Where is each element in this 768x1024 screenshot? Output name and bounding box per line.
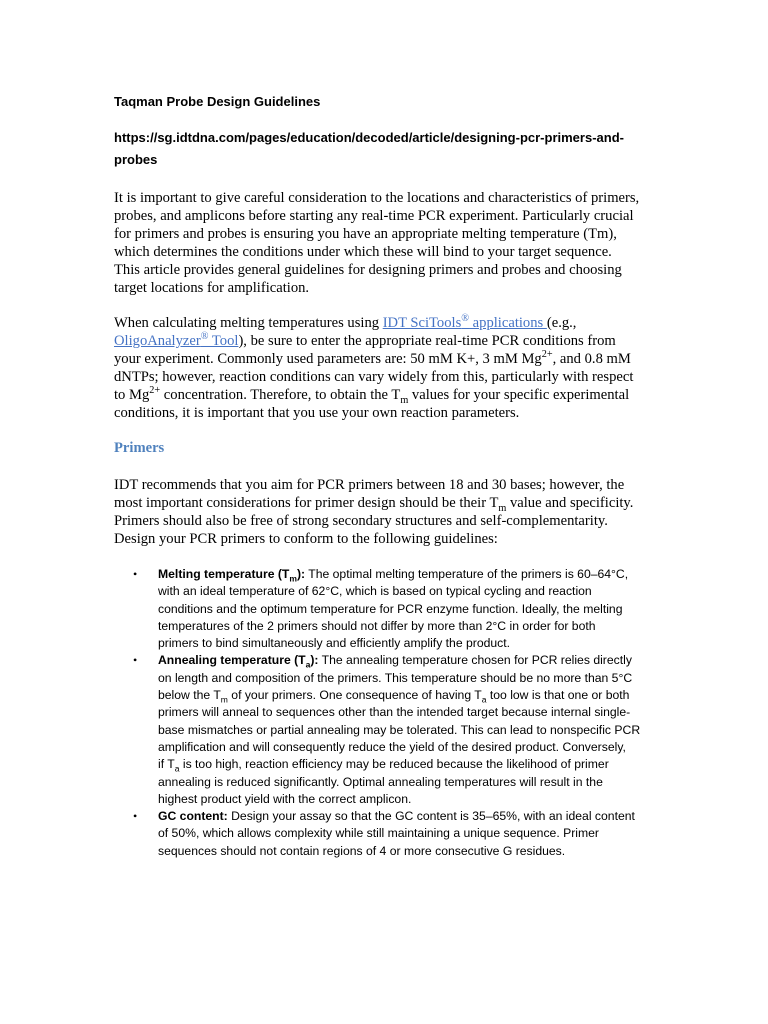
bullet-marker: •	[133, 653, 138, 668]
bullet-marker: •	[133, 567, 138, 581]
source-url-line-1: https://sg.idtdna.com/pages/education/decoded/article/designing-pcr-primers-and-	[114, 130, 624, 145]
idt-scitools-link[interactable]: IDT SciTools® applications	[382, 313, 547, 331]
guidelines-list	[114, 566, 659, 860]
intro-paragraph	[114, 189, 674, 297]
source-url-line-2: probes	[114, 152, 158, 167]
melting-line-3: your experiment. Commonly used parameters are: 50 mM K+, 3 mM $Mg^{2+}$, and 0.8 mM	[114, 349, 631, 367]
intro-line: target locations for amplification.	[114, 280, 310, 296]
list-item-melting-temperature: • Melting temperature $(T_m)$: The optimal melting temperature of the primers is 60–64°C, with an ideal temperature of 62°C, which is based on typical cycling and reaction conditions and the optimum temperature for PCR enzyme function. Ideally, the melting temperatures of the 2 primers should not differ by more than 2°C in order for both primers to bind simultaneously and efficiently amplify the product.	[133, 567, 629, 651]
intro-line: This article provides general guidelines for designing primers and probes and choosing	[114, 262, 622, 278]
oligoanalyzer-link[interactable]: OligoAnalyzer® Tool	[114, 331, 239, 349]
bullet-marker: •	[133, 809, 138, 824]
primers-line-4: Design your PCR primers to conform to the following guidelines:	[114, 531, 498, 547]
primers-paragraph	[114, 476, 674, 548]
source-url[interactable]	[114, 127, 659, 171]
melting-line-5: to $Mg^{2+}$ concentration. Therefore, to obtain the $T_m$ values for your specific experimental	[114, 385, 630, 406]
intro-line: It is important to give careful consideration to the locations and characteristics of primers,	[114, 190, 640, 206]
primers-heading: Primers	[114, 440, 165, 456]
bullet-label: Melting temperature $(T_m)$:	[158, 567, 306, 584]
document-title: Taqman Probe Design Guidelines	[114, 94, 321, 109]
intro-line: which determines the conditions under which these will bind to your target sequence.	[114, 244, 612, 260]
primers-line-1: IDT recommends that you aim for PCR primers between 18 and 30 bases; however, the	[114, 477, 625, 493]
melting-line-1: When calculating melting temperatures using IDT SciTools® applications (e.g.,	[114, 313, 577, 331]
intro-line: probes, and amplicons before starting any real-time PCR experiment. Particularly crucial	[114, 208, 634, 224]
list-item-gc-content: • GC content: Design your assay so that the GC content is 35–65%, with an ideal content of 50%, which allows complexity while still maintaining a unique sequence. Primer sequences should not contain regions of 4 or more consecutive G residues.	[133, 809, 635, 858]
bullet-label: Annealing temperature $(T_a)$:	[158, 653, 319, 670]
bullet-label: GC content:	[158, 809, 228, 824]
intro-line: for primers and probes is ensuring you have an appropriate melting temperature (Tm),	[114, 226, 617, 242]
list-item-annealing-temperature: • Annealing temperature $(T_a)$: The annealing temperature chosen for PCR relies directly on length and composition of the primers. This temperature should be no more than 5°C below the $T_m$ of your primers. One consequence of having $T_a$ too low is that one or both primers will anneal to sequences other than the intended target because internal single- base mismatches or partial annealing may be tolerated. This can lead to nonspecific PCR amplification and will consequently reduce the yield of the desired product. Conversely, if $T_a$ is too high, reaction efficiency may be reduced because the likelihood of primer annealing is reduced significantly. Optimal annealing temperatures will result in the highest product yield with the correct amplicon.	[133, 653, 641, 806]
melting-temp-paragraph	[114, 314, 674, 422]
melting-line-4: dNTPs; however, reaction conditions can vary widely from this, particularly with respect	[114, 369, 634, 385]
melting-line-6: conditions, it is important that you use your own reaction parameters.	[114, 405, 520, 421]
primers-line-3: Primers should also be free of strong secondary structures and self-complementarity.	[114, 513, 608, 529]
melting-line-2: OligoAnalyzer® Tool), be sure to enter the appropriate real-time PCR conditions from	[114, 331, 616, 349]
primers-line-2: most important considerations for primer design should be their $T_m$ value and specificity.	[114, 495, 634, 514]
